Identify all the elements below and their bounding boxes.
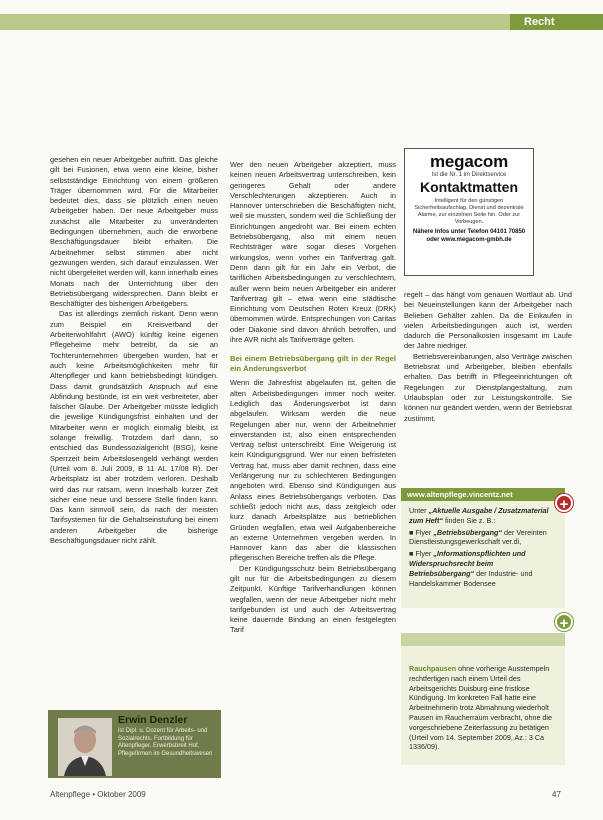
item-suffix: der Industrie- und Handelskammer Bodensee [409,568,533,588]
online-extras-url[interactable]: www.altenpflege.vincentz.net [401,488,565,501]
article-column-2 [230,160,396,792]
author-bio: ist Dipl. u. Dozent für Arbeits- und Sozialrechts. Fortbildung für Altenpfleger. Erwerbsbreit Hof, Pflegefirmen im Gesundheitswesen [118,728,213,757]
online-extras-box [401,488,565,608]
item-emphasis: „Informationspflichten und Widerspruchsrecht beim Betriebsübergang“ [409,549,526,578]
news-box-body: ohne vorherige Ausstempeln rechtfertigen nach einem Urteil des Arbeitsgerichts Duisburg eine fristlose Kündigung. Im konkreten Fall hatte eine Arbeitnehmerin trotz Abmahnung wiederholt Pausen im Raucherraum verbracht, ohne die vorgeschriebene Zeiterfassung zu betätigen (Urteil vom 14. September 2009, Az.: 3 Ca 1336/09). [409,664,553,752]
article-column-1 [50,155,218,705]
article-column-3 [404,290,572,472]
item-suffix: der Vereinten Dienstleistungsgewerkschaft ver.di, [409,527,547,547]
author-name: Erwin Denzler [118,714,188,726]
plus-icon: + [555,613,573,631]
column2-paragraph-3: Der Kündigungsschutz beim Betriebsübergang gilt nur für die Arbeitsbedingungen zu diesem Zeitpunkt. Künftige Tarifverhandlungen können wegfallen, wenn der neue Arbeitgeber nicht mehr tarifgebunden ist und auch der Arbeitsvertrag keine dauernde Bindung an einen festgelegten Tarif [230,563,396,635]
item-emphasis: „Aktuelle Ausgabe / Zusatzmaterial zum Heft“ [409,506,549,525]
author-photo [58,718,112,776]
item-prefix: ■ Flyer [409,527,434,537]
author-box [48,710,221,778]
section-header [0,14,603,30]
megacom-advertisement[interactable] [404,148,534,276]
author-portrait-icon [58,718,112,776]
news-box [401,633,565,765]
footer-publication: Altenpflege • Oktober 2009 [50,790,146,799]
item-prefix: ■ Flyer [409,549,434,559]
item-emphasis: „Betriebsübergang“ [433,527,503,537]
column1-paragraph-2: Das ist allerdings ziemlich riskant. Denn wenn zum Beispiel ein Kreisverband der Arbeiterwohlfahrt (AWO) künftig keine eigenen Pflegeheime mehr betreibt, da sie an Tochterunternehmen übergeben wurden, hat er auch keine Arbeitsmöglichkeiten mehr für Altenpfleger und kann betriebsbedingt kündigen. Dass damit grundsätzlich Anspruch auf eine Abfindung bestünde, ist ein weit verbreiteter, aber falscher Glaube. Der Arbeitgeber müsste lediglich die jeweilige Kündigungsfrist einhalten und der Mitarbeiter wenn er möglich einmalig bleibt, ist solange freiwillig. Trotzdem darf dann, so entschied das Bundessozialgericht (BSG), keine Sperrzeit beim Arbeitslosengeld verhängt werden (Urteil vom 8. Juli 2009, B 11 AL 17/08 R). Der Arbeitsplatz ist aber trotzdem verloren. Deshalb wird das nur ratsam, wenn Innerhalb kurzer Zeit sicher eine neue und bessere Stelle finden kann. Das kann sinnvoll sein, da nach der meisten Tarifsystemen für die Gehaltseinstufung bei einem anderen Arbeitgeber die bisherige Beschäftigungsdauer nicht zählt. [50,309,218,545]
ad-brand-sub: Ist die Nr. 1 im Direktservice [431,172,507,178]
ad-contact-info: Nähere Infos unter Telefon 04101 70850 oder www.megacom-gmbh.de [412,229,526,243]
plus-icon: + [555,494,573,512]
online-extras-item [409,549,557,588]
section-header-bar [0,14,510,30]
online-extras-item [409,528,557,548]
item-suffix: finden Sie z. B.: [442,515,496,525]
column2-paragraph-1: Wer den neuen Arbeitgeber akzeptiert, muss keinen neuen Arbeitsvertrag unterschreiben, kein geringeres Gehalt oder andere Verschlechterungen akzeptieren. Auch in Hannover unterschrieben die Beschäftigten nicht, weil sie mussten, sondern weil die Schließung der Einrichtungen angedroht war. Bei einem echten Betriebsübergang, also mit einem neuen Rechtsträger wäre sogar dieses Vorgehen wirkungslos, wenn vorher ein Tarifvertrag galt. Denn dann gilt für ein Jahr ein Verbot, die tariflichen Arbeitsbedingungen zu verschlechtern, außer wenn beim neuen Arbeitgeber ein anderer Tarifvertrag gilt – etwa wenn eine städtische Einrichtung vom Deutschen Roten Kreuz (DRK) übernommen würde. Entsprechungen von Caritas oder Diakonie sind davon ähnlich betroffen, und ihre AVR nicht als Tarifverträge gelten. [230,160,396,345]
ad-body: Intelligent für den günstigen Sicherheitsaufschlag. Dienst und dezentrale Alarme, zur einzelnen Seite hin. Oder zur Vorbeugen. [414,198,524,225]
column3-paragraph-2: Betriebsvereinbarungen, also Verträge zwischen Betriebsrat und Arbeitgeber, bleiben ebenfalls erhalten. Das betrifft in Pflegeeinrichtungen oft Regelungen zur Dienstplangestaltung, zum Urlaubsplan oder zur Leistungskontrolle. Sie können nur geändert werden, wenn der Betriebsrat zustimmt. [404,351,572,423]
ad-brand: megacom [430,152,508,171]
ad-headline: Kontaktmatten [419,179,518,195]
news-box-text [409,664,557,752]
section-label: Recht [510,14,603,30]
column1-paragraph-1: gesehen ein neuer Arbeitgeber auftritt. Das gleiche gilt bei Fusionen, etwa wenn eine kleine, bisher selbstständige Einrichtung von einem größeren Träger übernommen wird. Für die Mitarbeiter bedeutet dies, dass sie plötzlich einen neuen Arbeitgeber haben. Der neue Arbeitgeber muss zunächst alle Mitarbeiter zu unveränderten Bedingungen übernehmen, auch die erworbene Beschäftigungsdauer bleibt erhalten. Die Arbeitnehmer selbst stimmen aber nicht gezwungen werden, sich darauf einzulassen. Wer nicht übergeleitet werden will, kann innerhalb eines Monats nach der Unterrichtung über den Betriebsübergang widersprechen. Dann bleibt er Beschäftigter des bisherigen Arbeitgebers. [50,155,218,309]
news-box-header [401,633,565,646]
item-prefix: Unter [409,506,429,515]
article-subheading: Bei einem Betriebsübergang gilt in der Regel ein Änderungsverbot [230,354,396,374]
page-number: 47 [552,790,561,799]
online-extras-item [409,506,557,526]
column3-paragraph-1: regelt – das hängt vom genauen Wortlaut ab. Und bei Neueinstellungen kann der Arbeitgeber nach Belieben Gehälter zahlen. Da die Einkaufen in vielen Arbeitsbedingungen auch ist, werden dadurch die Personalkosten insgesamt im Laufe der Jahre niedriger. [404,290,572,351]
news-box-lead: Rauchpausen [409,664,457,673]
column2-paragraph-2: Wenn die Jahresfrist abgelaufen ist, gelten die alten Arbeitsbedingungen immer noch weiter. Lediglich das Änderungsverbot ist dann abgelaufen. Wirksam werden die neue Regelungen aber nur, wenn der Arbeitnehmer einverstanden ist, also einen entsprechenden Vertrag selbst unterschreibt. Eine Weigerung ist kein Kündigungsgrund. Wer nur einen befristeten Vertrag hat, muss aber damit rechnen, dass eine Verlängerung nur zu schlechteren Bedingungen angeboten wird. Ebenso sind Kündigungen aus Anlass eines Betriebsübergangs verboten. Das schließt jedoch nicht aus, dass zeitgleich oder kurz danach Arbeitsplätze aus betrieblichen Gründen wegfallen, etwa weil Aufgabenbereiche an externe Unternehmen vergeben werden. In Hannover kann das aber die klassischen pflegerischen Bereiche treffen als die Pflege. [230,378,396,563]
